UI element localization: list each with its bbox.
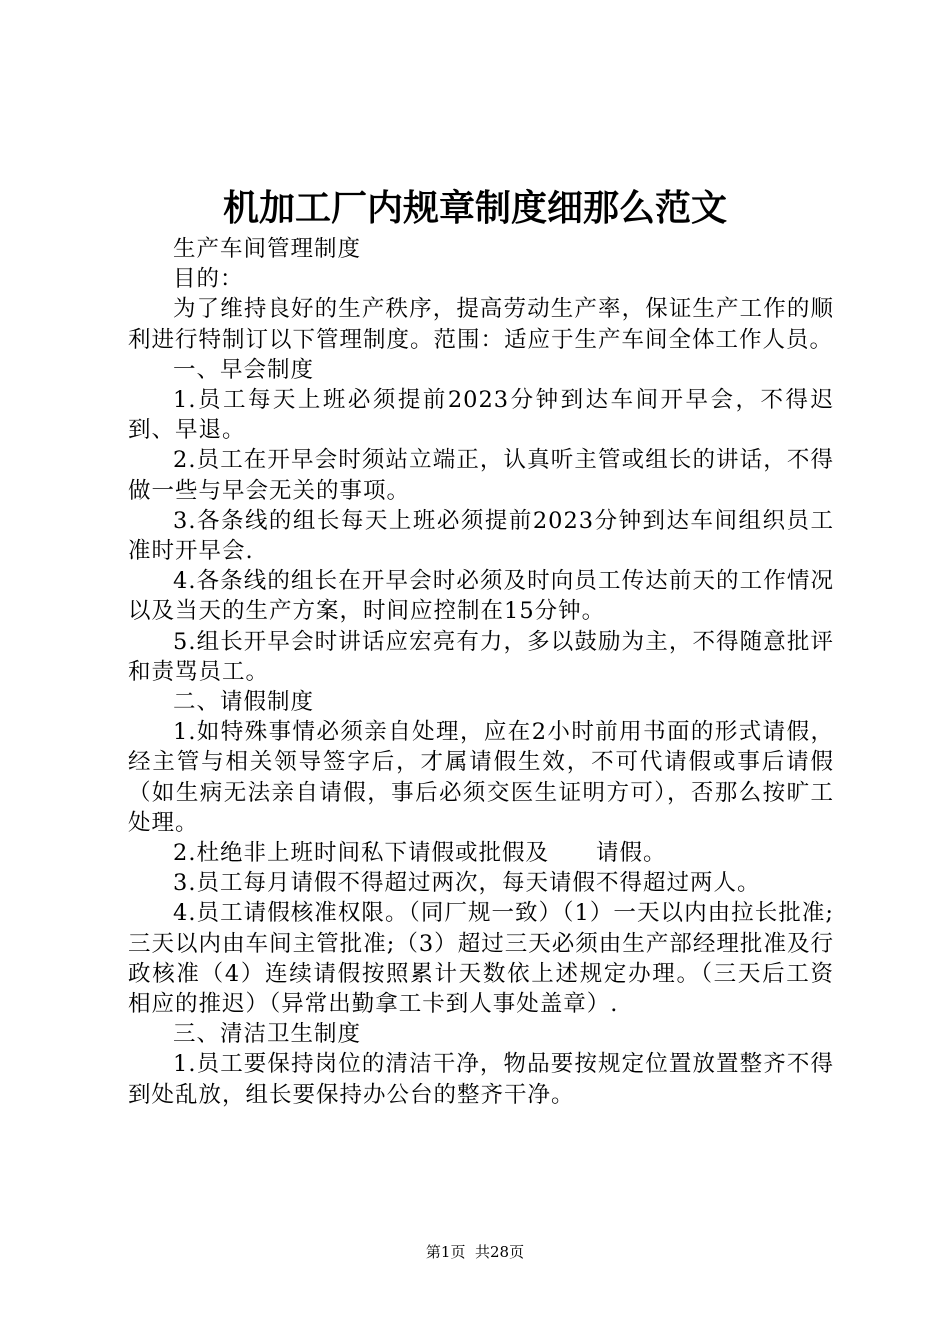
section-heading: 一、早会制度 <box>173 356 315 383</box>
page-footer <box>0 1242 950 1262</box>
document-body <box>128 234 834 1110</box>
paragraph: 4.员工请假核准权限。（同厂规一致）（1）一天以内由拉长批准;三天以内由车间主管批准;（3）超过三天必须由生产部经理批准及行政核准（4）连续请假按照累计天数依上述规定办理。（三天后工资相应的推迟）（异常出勤拿工卡到人事处盖章）. <box>128 900 834 1018</box>
paragraph: 1.员工每天上班必须提前2023分钟到达车间开早会，不得迟到、早退。 <box>128 387 834 444</box>
paragraph: 2.杜绝非上班时间私下请假或批假及 请假。 <box>173 840 667 867</box>
paragraph: 3.各条线的组长每天上班必须提前2023分钟到达车间组织员工准时开早会. <box>128 507 834 565</box>
paragraph: 1.如特殊事情必须亲自处理，应在2小时前用书面的形式请假，经主管与相关领导签字后，才属请假生效，不可代请假或事后请假（如生病无法亲自请假，事后必须交医生证明方可），否那么按旷工处理。 <box>128 719 834 836</box>
paragraph: 2.员工在开早会时须站立端正，认真听主管或组长的讲话，不得做一些与早会无关的事项。 <box>128 447 834 504</box>
paragraph: 1.员工要保持岗位的清洁干净，物品要按规定位置放置整齐不得到处乱放，组长要保持办公台的整齐干净。 <box>128 1051 834 1108</box>
section-heading: 三、清洁卫生制度 <box>173 1021 362 1048</box>
document-title: 机加工厂内规章制度细那么范文 <box>222 187 727 229</box>
paragraph: 4.各条线的组长在开早会时必须及时向员工传达前天的工作情况以及当天的生产方案，时间应控制在15分钟。 <box>128 568 834 625</box>
paragraph: 目的： <box>173 266 244 293</box>
paragraph: 3.员工每月请假不得超过两次，每天请假不得超过两人。 <box>173 870 761 897</box>
paragraph: 为了维持良好的生产秩序，提高劳动生产率，保证生产工作的顺利进行特制订以下管理制度。范围：适应于生产车间全体工作人员。 <box>128 296 834 353</box>
paragraph: 5.组长开早会时讲话应宏亮有力，多以鼓励为主，不得随意批评和责骂员工。 <box>128 628 834 685</box>
section-heading: 二、请假制度 <box>173 689 315 716</box>
paragraph: 生产车间管理制度 <box>173 236 362 262</box>
page-number: 第1页 共28页 <box>425 1243 525 1261</box>
